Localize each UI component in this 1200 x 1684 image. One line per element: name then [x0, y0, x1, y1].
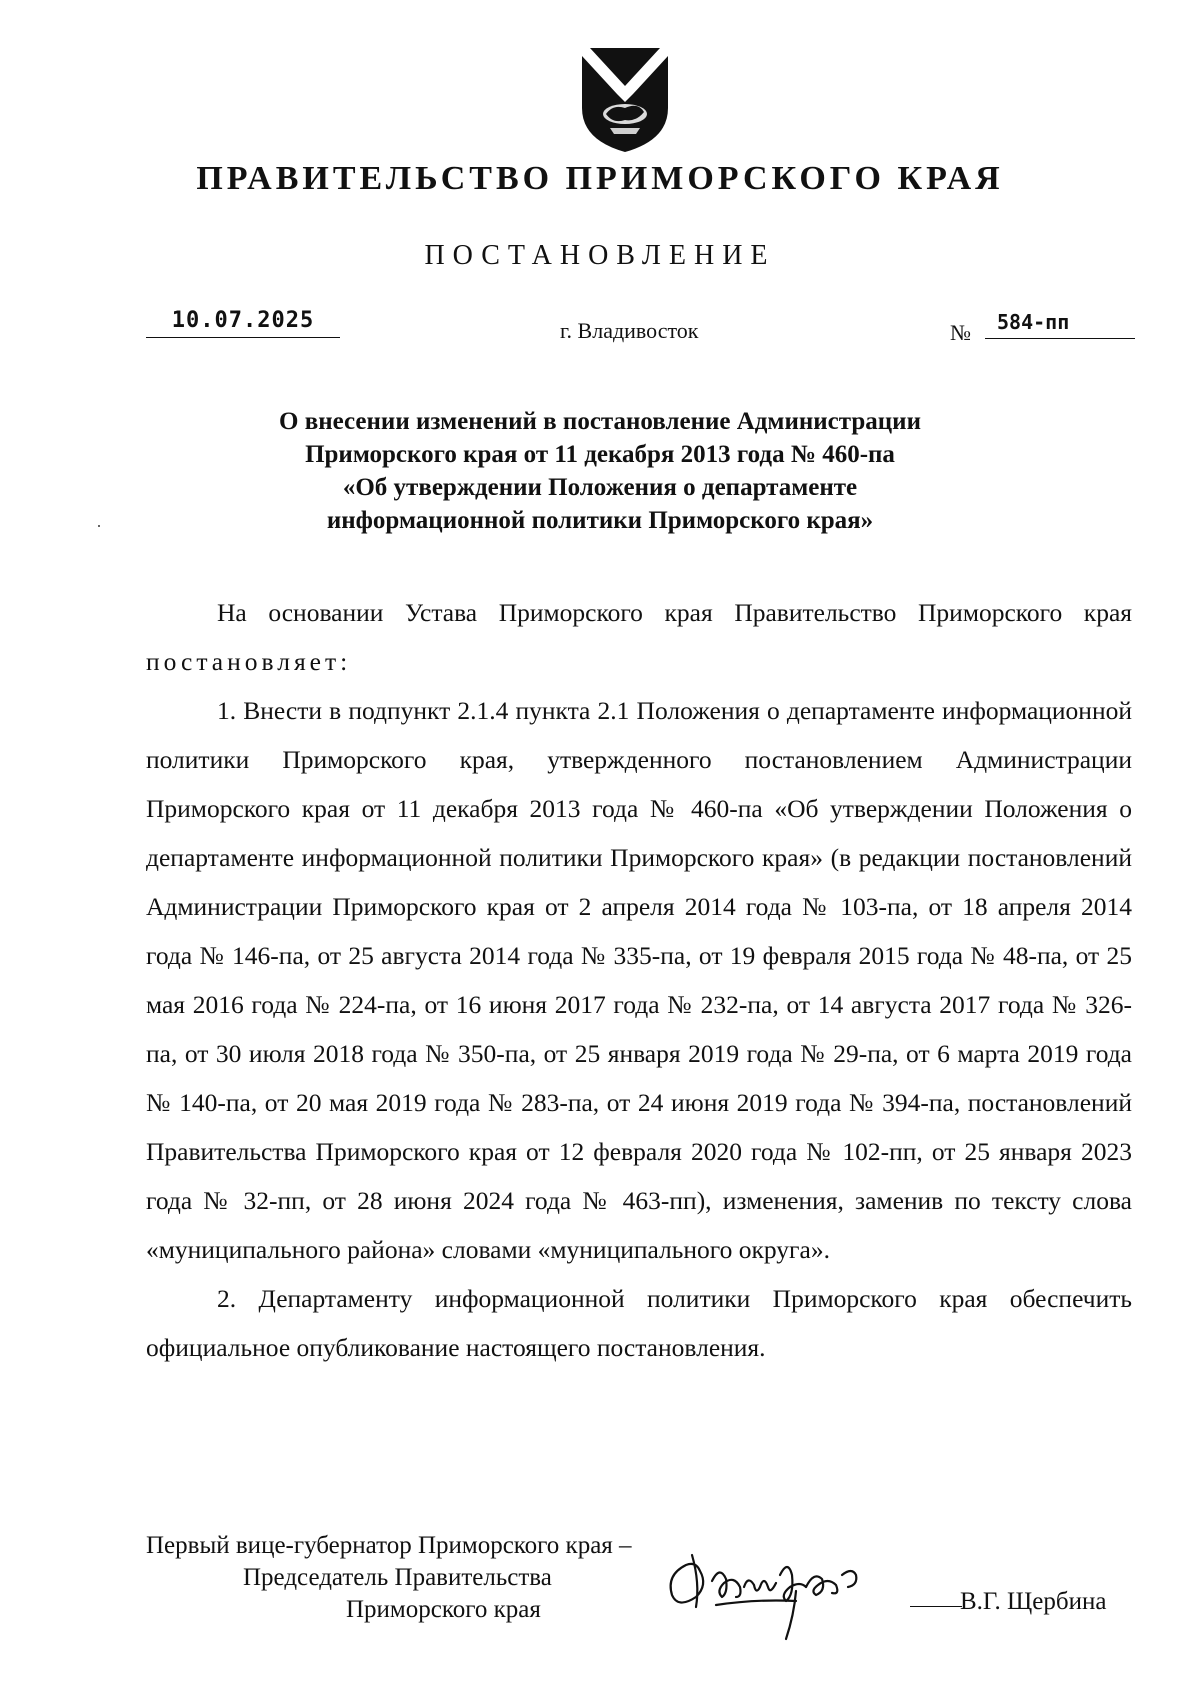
document-body — [146, 588, 1132, 1372]
intro-verb: постановляет: — [146, 647, 352, 676]
document-number: 584-пп — [985, 310, 1135, 339]
signer-title-line: Председатель Правительства — [243, 1564, 552, 1591]
heading-line: О внесении изменений в постановление Администрации — [279, 408, 921, 435]
paragraph-1: 1. Внести в подпункт 2.1.4 пункта 2.1 Положения о департаменте информационной политики Приморского края, утвержденного постановлением Администрации Приморского края от 11 декабря 2013 года № 460-па «Об утверждении Положения о департаменте информационной политики Приморского края» (в редакции постановлений Администрации Приморского края от 2 апреля 2014 года № 103-па, от 18 апреля 2014 года № 146-па, от 25 августа 2014 года № 335-па, от 19 февраля 2015 года № 48-па, от 25 мая 2016 года № 224-па, от 16 июня 2017 года № 232-па, от 14 августа 2017 года № 326-па, от 30 июля 2018 года № 350-па, от 25 января 2019 года № 29-па, от 6 марта 2019 года № 140-па, от 20 мая 2019 года № 283-па, от 24 июня 2019 года № 394-па, постановлений Правительства Приморского края от 12 февраля 2020 года № 102-пп, от 25 января 2023 года № 32-пп, от 28 июня 2024 года № 463-пп), изменения, заменив по тексту слова «муниципального района» словами «муниципального округа». — [146, 696, 1132, 1264]
document-city: г. Владивосток — [560, 318, 699, 343]
signer-title-line: Первый вице-губернатор Приморского края – — [146, 1532, 632, 1559]
signer-name: В.Г. Щербина — [960, 1588, 1107, 1615]
government-title: ПРАВИТЕЛЬСТВО ПРИМОРСКОГО КРАЯ — [196, 160, 1004, 197]
document-date: 10.07.2025 — [171, 308, 315, 333]
document-type: ПОСТАНОВЛЕНИЕ — [424, 240, 776, 271]
heading-line: Приморского края от 11 декабря 2013 года № 460-па — [305, 441, 895, 468]
signer-title — [146, 1530, 632, 1626]
document-heading — [200, 405, 1000, 537]
heading-line: «Об утверждении Положения о департаменте — [342, 474, 858, 501]
handwritten-signature — [656, 1535, 916, 1645]
heading-line: информационной политики Приморского края» — [326, 507, 874, 534]
date-field — [146, 308, 340, 338]
coat-of-arms-icon — [578, 44, 672, 156]
intro-paragraph — [146, 588, 1132, 686]
scan-speck — [98, 525, 100, 527]
intro-text: На основании Устава Приморского края Правительство Приморского края — [217, 598, 1132, 627]
signature-line — [910, 1606, 962, 1607]
signer-title-line: Приморского края — [346, 1596, 541, 1623]
paragraph-2: 2. Департаменту информационной политики Приморского края обеспечить официальное опубликование настоящего постановления. — [146, 1284, 1132, 1362]
number-sign: № — [950, 320, 971, 345]
